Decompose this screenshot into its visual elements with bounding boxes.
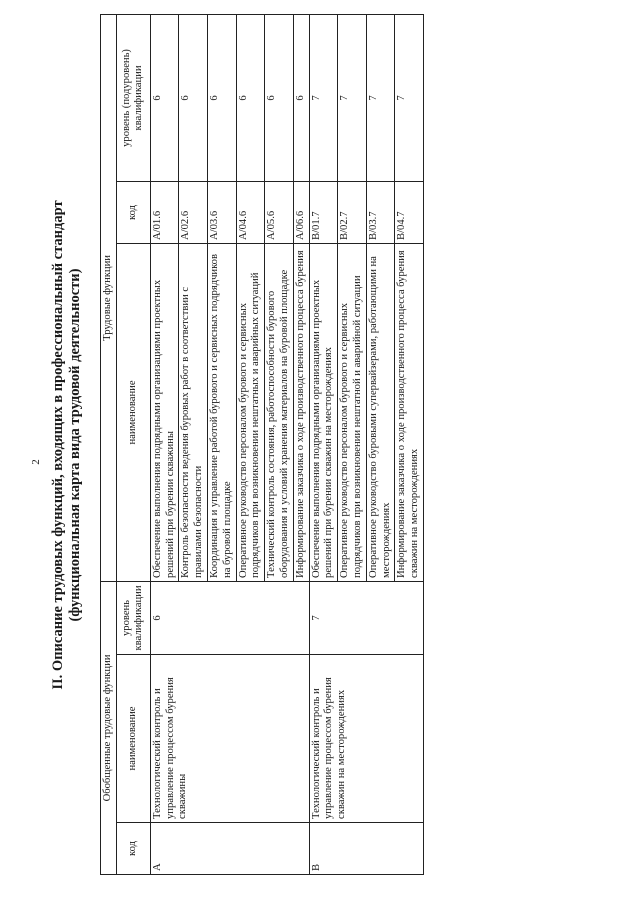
function-code: A/03.6 [207, 181, 236, 243]
group-level: 6 [150, 581, 309, 654]
page-number: 2 [30, 459, 42, 465]
functions-table [100, 14, 424, 875]
group-code: A [150, 823, 309, 875]
function-name: Информирование заказчика о ходе производственного процесса бурения скважин на месторождениях [395, 243, 424, 581]
function-level: 6 [150, 14, 179, 181]
function-name: Контроль безопасности ведения буровых работ в соответствии с правилами безопасности [179, 243, 208, 581]
function-code: B/03.7 [366, 181, 395, 243]
function-name: Оперативное руководство буровыми супервайзерами, работающими на месторождениях [366, 243, 395, 581]
function-code: A/06.6 [293, 181, 309, 243]
function-code: A/02.6 [179, 181, 208, 243]
function-name: Оперативное руководство персоналом бурового и сервисных подрядчиков при возникновении нештатной и аварийной ситуации [338, 243, 367, 581]
group-code: B [309, 823, 423, 875]
function-code: B/01.7 [309, 181, 338, 243]
function-code: B/04.7 [395, 181, 424, 243]
header-labor-functions: Трудовые функции [101, 14, 117, 581]
function-name: Обеспечение выполнения подрядными организациями проектных решений при бурении скважины [150, 243, 179, 581]
function-level: 7 [338, 14, 367, 181]
function-code: A/05.6 [265, 181, 294, 243]
section-title: II. Описание трудовых функций, входящих в профессиональный стандарт [50, 200, 66, 690]
function-name: Координация и управление работой бурового и сервисных подрядчиков на буровой площадке [207, 243, 236, 581]
function-name: Оперативное руководство персоналом бурового и сервисных подрядчиков при возникновении нештатных и аварийных ситуаций [236, 243, 265, 581]
group-name: Технологический контроль и управление процессом бурения скважин на месторождениях [309, 655, 423, 823]
function-level: 7 [395, 14, 424, 181]
section-subtitle: (функциональная карта вида трудовой деятельности) [67, 268, 83, 622]
function-level: 6 [179, 14, 208, 181]
header-generalized-functions: Обобщенные трудовые функции [101, 581, 117, 874]
function-code: B/02.7 [338, 181, 367, 243]
function-code: A/01.6 [150, 181, 179, 243]
header-gen-level: уровень квалификации [116, 581, 150, 654]
function-level: 6 [236, 14, 265, 181]
function-level: 6 [293, 14, 309, 181]
table-row [309, 14, 338, 874]
group-name: Технологический контроль и управление процессом бурения скважины [150, 655, 309, 823]
section-heading [50, 15, 100, 875]
group-level: 7 [309, 581, 423, 654]
function-name: Технический контроль состояния, работоспособности бурового оборудования и условий хранения материалов на буровой площадке [265, 243, 294, 581]
function-name: Информирование заказчика о ходе производственного процесса бурения [293, 243, 309, 581]
header-gen-code: код [116, 823, 150, 875]
header-func-code: код [116, 181, 150, 243]
function-level: 6 [265, 14, 294, 181]
function-code: A/04.6 [236, 181, 265, 243]
header-gen-name: наименование [116, 655, 150, 823]
header-func-level: уровень (подуровень) квалификации [116, 14, 150, 181]
function-level: 7 [366, 14, 395, 181]
table-row [150, 14, 179, 874]
rotated-page-content [50, 15, 590, 875]
function-level: 6 [207, 14, 236, 181]
function-level: 7 [309, 14, 338, 181]
function-name: Обеспечение выполнения подрядными организациями проектных решений при бурении скважин на месторождениях [309, 243, 338, 581]
header-func-name: наименование [116, 243, 150, 581]
